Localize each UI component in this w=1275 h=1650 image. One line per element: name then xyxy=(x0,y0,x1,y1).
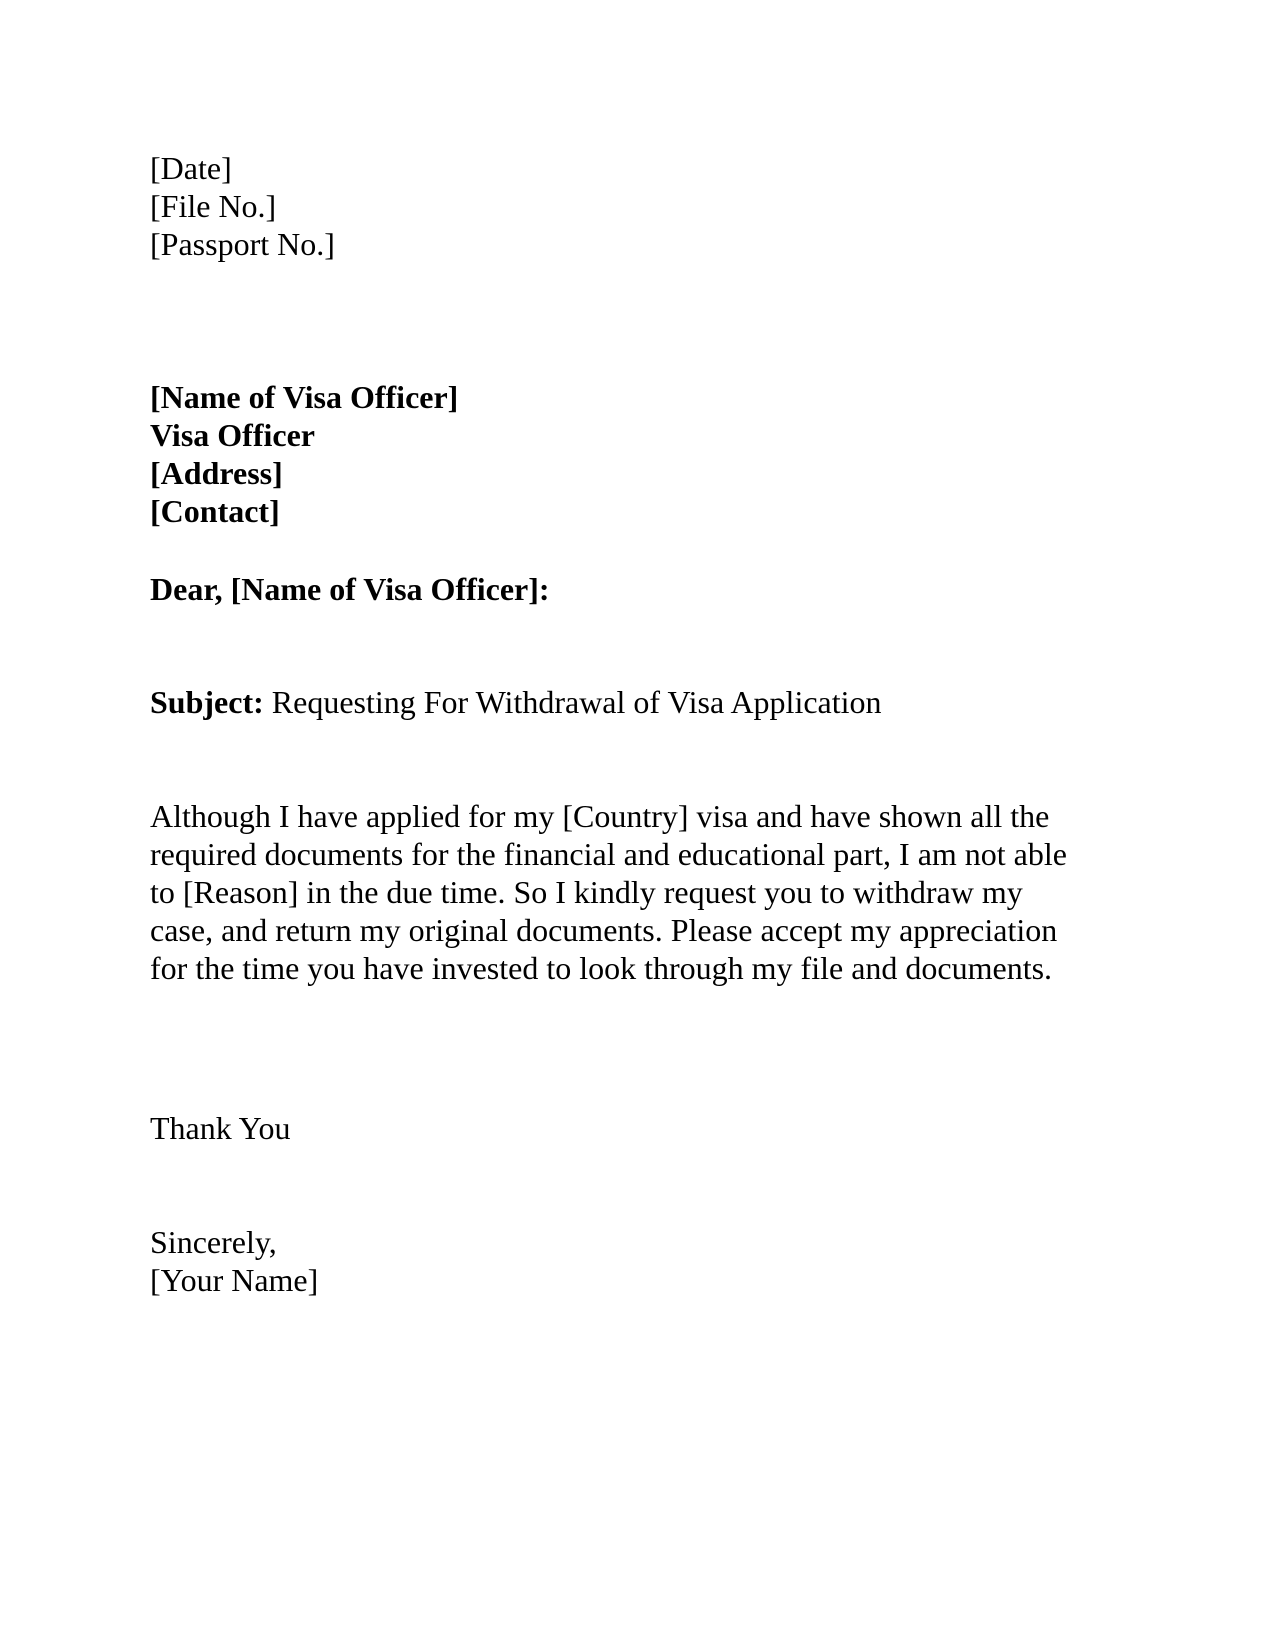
recipient-title: Visa Officer xyxy=(150,417,315,453)
salutation-text: Dear, [Name of Visa Officer]: xyxy=(150,571,550,607)
body-line: to [Reason] in the due time. So I kindly request you to withdraw my xyxy=(150,874,1023,910)
body-line: for the time you have invested to look through my file and documents. xyxy=(150,950,1053,986)
subject-text: Requesting For Withdrawal of Visa Application xyxy=(263,684,882,720)
body-line: required documents for the financial and educational part, I am not able xyxy=(150,836,1067,872)
recipient-name: [Name of Visa Officer] xyxy=(150,379,459,415)
passport-number-placeholder: [Passport No.] xyxy=(150,226,335,262)
recipient-contact: [Contact] xyxy=(150,493,280,529)
reference-block xyxy=(150,149,335,263)
date-placeholder: [Date] xyxy=(150,150,232,186)
subject-label: Subject: xyxy=(150,684,264,720)
salutation xyxy=(150,570,550,608)
body-paragraph xyxy=(150,797,1067,987)
subject-line xyxy=(150,683,882,721)
file-number-placeholder: [File No.] xyxy=(150,188,277,224)
recipient-address: [Address] xyxy=(150,455,283,491)
recipient-block xyxy=(150,378,458,530)
body-line: case, and return my original documents. Please accept my appreciation xyxy=(150,912,1058,948)
valediction: Sincerely, xyxy=(150,1224,277,1260)
closing-block xyxy=(150,1223,318,1299)
signature-name-placeholder: [Your Name] xyxy=(150,1262,319,1298)
thanks-line xyxy=(150,1109,290,1147)
body-line: Although I have applied for my [Country] visa and have shown all the xyxy=(150,798,1050,834)
thanks-text: Thank You xyxy=(150,1110,291,1146)
